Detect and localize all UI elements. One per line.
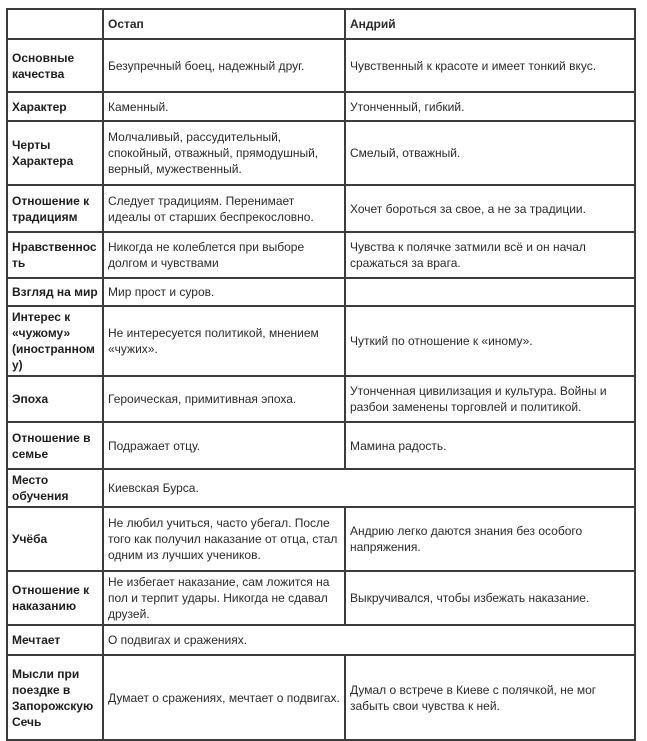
ostap-cell: Не избегает наказание, сам ложится на пол и терпит удары. Никогда не сдавал друзей. [103, 571, 345, 625]
row-label: Черты Характера [7, 121, 103, 185]
ostap-cell: Каменный. [103, 92, 345, 121]
row-label: Эпоха [7, 376, 103, 422]
row-label: Нравственность [7, 232, 103, 278]
row-label: Взгляд на мир [7, 278, 103, 306]
andriy-cell: Андрию легко даются знания без особого напряжения. [345, 507, 635, 571]
table-row [7, 625, 635, 655]
ostap-cell: Молчаливый, рассудительный, спокойный, отважный, прямодушный, верный, мужественный. [103, 121, 345, 185]
ostap-cell: Героическая, примитивная эпоха. [103, 376, 345, 422]
table-row [7, 278, 635, 306]
andriy-cell: Смелый, отважный. [345, 121, 635, 185]
row-label: Мысли при поездке в Запорожскую Сечь [7, 655, 103, 740]
table-row [7, 306, 635, 376]
andriy-cell: Хочет бороться за свое, а не за традиции. [345, 185, 635, 232]
andriy-cell: Думал о встрече в Киеве с полячкой, не мог забыть свои чувства к ней. [345, 655, 635, 740]
header-ostap: Остап [103, 9, 345, 39]
row-label: Отношение к традициям [7, 185, 103, 232]
table-row [7, 232, 635, 278]
andriy-cell: Чуткий по отношение к «иному». [345, 306, 635, 376]
andriy-cell: Утонченная цивилизация и культура. Войны и разбои заменены торговлей и политикой. [345, 376, 635, 422]
andriy-cell: Чувства к полячке затмили всё и он начал сражаться за врага. [345, 232, 635, 278]
row-label: Отношение к наказанию [7, 571, 103, 625]
row-label: Место обучения [7, 469, 103, 507]
andriy-cell: Утонченный, гибкий. [345, 92, 635, 121]
table-row [7, 469, 635, 507]
table-row [7, 571, 635, 625]
ostap-cell: Не интересуется политикой, мнением «чужих». [103, 306, 345, 376]
ostap-cell: Мир прост и суров. [103, 278, 345, 306]
table-row [7, 92, 635, 121]
table-row [7, 185, 635, 232]
header-andriy: Андрий [345, 9, 635, 39]
table-row [7, 39, 635, 92]
table-row [7, 121, 635, 185]
row-label: Мечтает [7, 625, 103, 655]
ostap-cell: Никогда не колеблется при выборе долгом и чувствами [103, 232, 345, 278]
merged-cell: О подвигах и сражениях. [103, 625, 635, 655]
header-row [7, 9, 635, 39]
table-row [7, 507, 635, 571]
ostap-cell: Безупречный боец, надежный друг. [103, 39, 345, 92]
row-label: Отношение в семье [7, 422, 103, 469]
merged-cell: Киевская Бурса. [103, 469, 635, 507]
ostap-cell: Думает о сражениях, мечтает о подвигах. [103, 655, 345, 740]
table-row [7, 422, 635, 469]
comparison-table [6, 8, 636, 741]
ostap-cell: Не любил учиться, часто убегал. После того как получил наказание от отца, стал одним из лучших учеников. [103, 507, 345, 571]
row-label: Интерес к «чужому» (иностранному) [7, 306, 103, 376]
table-row [7, 376, 635, 422]
ostap-cell: Подражает отцу. [103, 422, 345, 469]
table-row [7, 655, 635, 740]
row-label: Характер [7, 92, 103, 121]
andriy-cell: Мамина радость. [345, 422, 635, 469]
row-label: Основные качества [7, 39, 103, 92]
header-corner-cell [7, 9, 103, 39]
andriy-cell [345, 278, 635, 306]
ostap-cell: Следует традициям. Перенимает идеалы от старших беспрекословно. [103, 185, 345, 232]
andriy-cell: Выкручивался, чтобы избежать наказание. [345, 571, 635, 625]
andriy-cell: Чувственный к красоте и имеет тонкий вкус. [345, 39, 635, 92]
row-label: Учёба [7, 507, 103, 571]
